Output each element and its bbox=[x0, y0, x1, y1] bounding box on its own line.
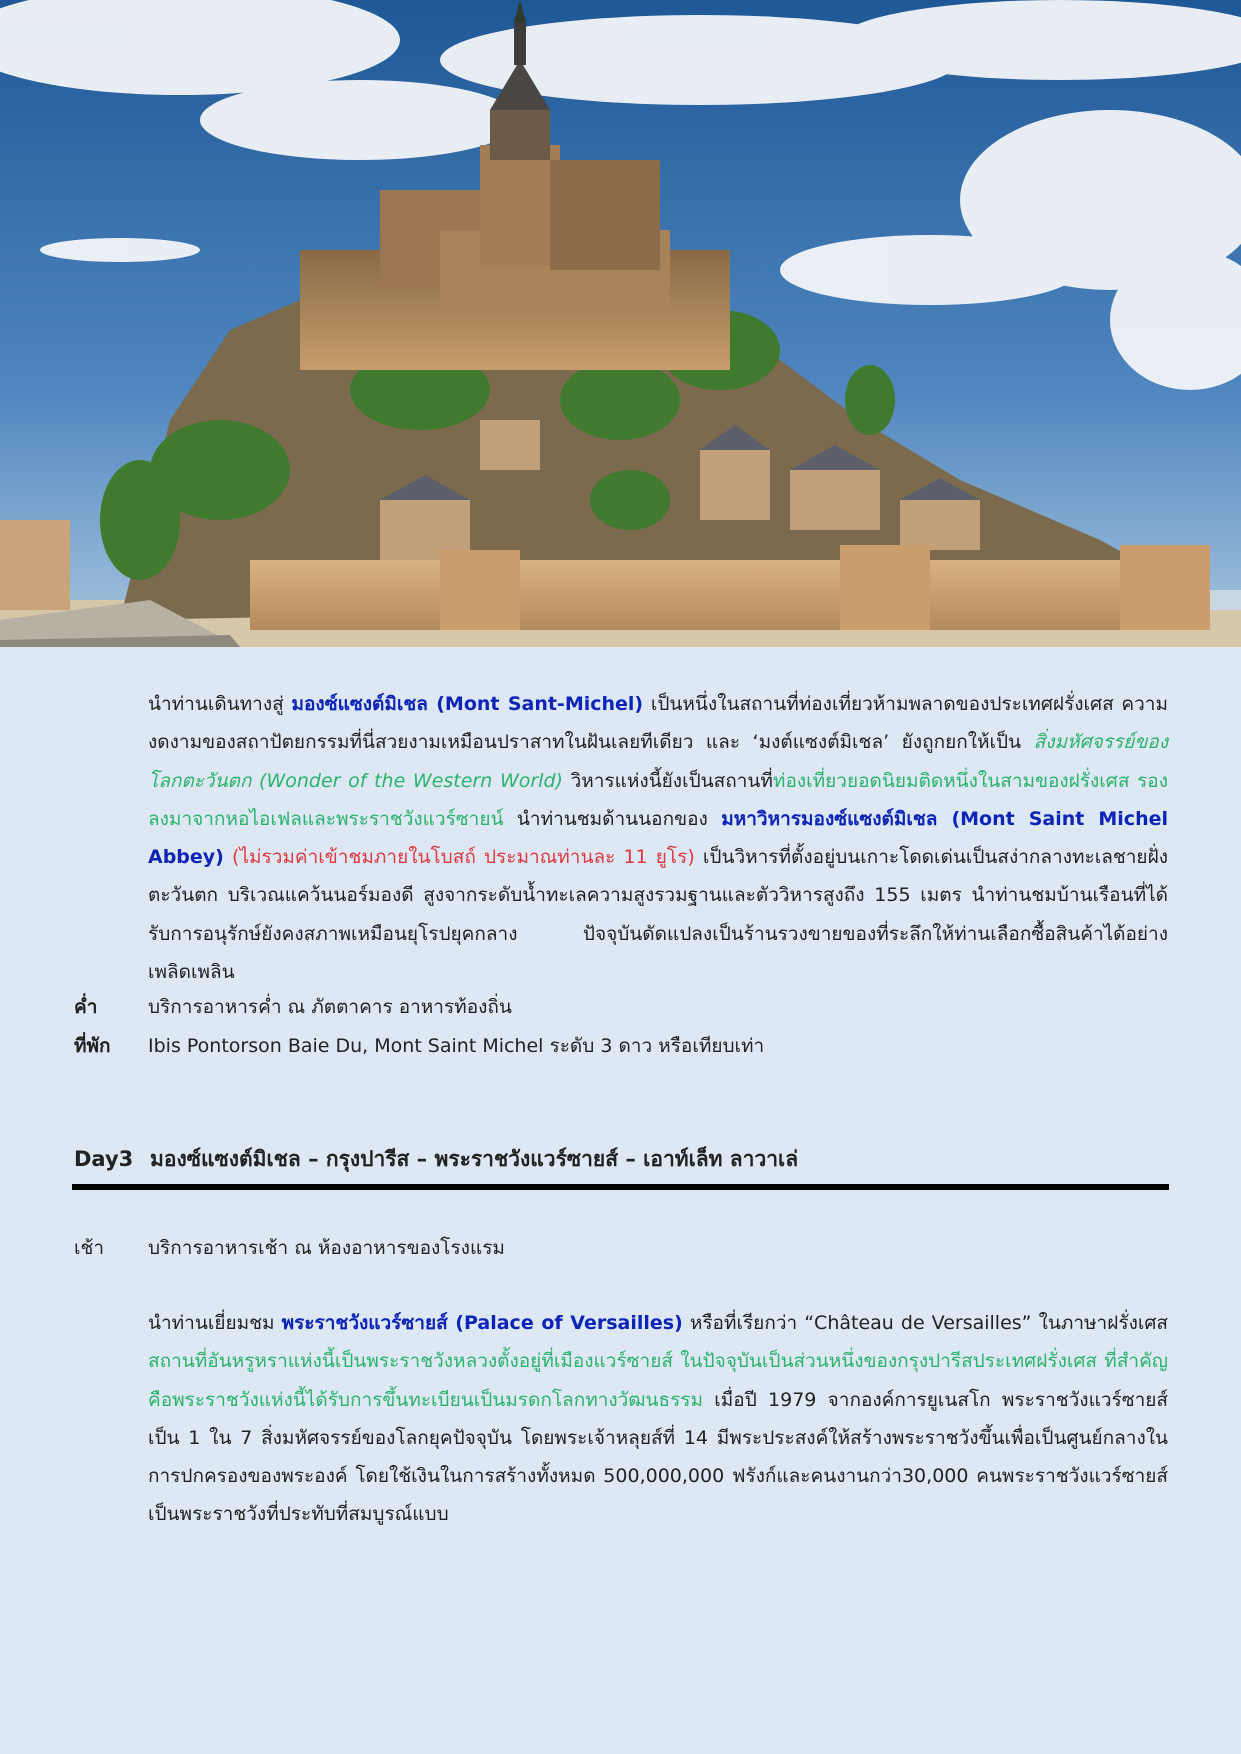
hero-photo bbox=[0, 0, 1241, 647]
versailles-text: นำท่านเยี่ยมชม bbox=[148, 1312, 282, 1334]
versailles-paragraph bbox=[148, 1304, 1168, 1534]
day-title: มองซ์แซงต์มิเชล – กรุงปารีส – พระราชวังแวร์ซายส์ – เอาท์เล็ท ลาวาเล่ bbox=[150, 1147, 799, 1171]
intro-text: นำท่านชมด้านนอกของ bbox=[503, 807, 722, 830]
wonder-highlight: สิ่งมหัศจรรย์ของโลกตะวันตก (Wonder of the Western World) bbox=[148, 731, 1168, 792]
breakfast-label: เช้า bbox=[74, 1237, 105, 1259]
mont-saint-michel-link: มองซ์แซงต์มิเชล (Mont Sant-Michel) bbox=[291, 693, 644, 715]
breakfast-text: บริการอาหารเช้า ณ ห้องอาหารของโรงแรม bbox=[148, 1237, 505, 1259]
abbey-highlight: มหาวิหารมองซ์แซงต์มิเชล (Mont Saint Michel Abbey) bbox=[148, 807, 1168, 869]
versailles-text: เมื่อปี 1979 จากองค์การยูเนสโก พระราชวังแวร์ซายส์เป็น 1 ใน 7 สิ่งมหัศจรรย์ของโลกยุคปัจจุบัน โดยพระเจ้าหลุยส์ที่ 14 มีพระประสงค์ให้สร้างพระราชวังขึ้นเพื่อเป็นศูนย์กลางในการปกครองของพระองค์ โดยใช้เงินในการสร้างทั้งหมด 500,000,000 ฟรังก์และคนงานกว่า30,000 คนพระราชวังแวร์ซายส์ เป็นพระราชวังที่ประทับที่สมบูรณ์แบบ bbox=[148, 1388, 1168, 1526]
dinner-label: ค่ำ bbox=[74, 996, 98, 1018]
heading-divider bbox=[72, 1184, 1169, 1190]
mont-saint-michel-paragraph bbox=[148, 685, 1168, 991]
popular-highlight: ท่องเที่ยวยอดนิยมติดหนึ่งในสามของฝรั่งเศส รองลงมาจากหอไอเฟลและพระราชวังแวร์ซายน์ bbox=[148, 769, 1168, 830]
fee-note: (ไม่รวมค่าเข้าชมภายในโบสถ์ ประมาณท่านละ 11 ยูโร) bbox=[223, 846, 695, 869]
day3-heading bbox=[74, 1143, 798, 1176]
dinner-row bbox=[74, 992, 512, 1022]
hotel-label: ที่พัก bbox=[74, 1035, 111, 1057]
versailles-highlight: พระราชวังแวร์ซายส์ (Palace of Versailles) bbox=[281, 1312, 683, 1334]
intro-text: วิหารแห่งนี้ยังเป็นสถานที่ bbox=[562, 769, 773, 792]
dinner-text: บริการอาหารค่ำ ณ ภัตตาคาร อาหารท้องถิ่น bbox=[148, 996, 512, 1018]
intro-text: เป็นวิหารที่ตั้งอยู่บนเกาะโดดเด่นเป็นสง่ากลางทะเลชายฝั่งตะวันตก บริเวณแคว้นนอร์มองดี สูงจากระดับน้ำทะเลความสูงรวมฐานและตัววิหารสูงถึง 155 เมตร นำท่านชมบ้านเรือนที่ได้รับการอนุรักษ์ยังคงสภาพเหมือนยุโรปยุคกลาง ปัจจุบันดัดแปลงเป็นร้านรวงขายของที่ระลึกให้ท่านเลือกซื้อสินค้าได้อย่างเพลิดเพลิน bbox=[148, 846, 1168, 984]
intro-text: นำท่านเดินทางสู่ bbox=[148, 693, 292, 715]
intro-text: เป็นหนึ่งในสถานที่ท่องเที่ยวห้ามพลาดของประเทศฝรั่งเศส ความงดงามของสถาปัตยกรรมที่นี่สวยงามเหมือนปราสาทในฝันเลยทีเดียว และ ‘มงต์แซงต์มิเชล’ ยังถูกยกให้เป็น bbox=[148, 693, 1168, 754]
hotel-text: Ibis Pontorson Baie Du, Mont Saint Michel ระดับ 3 ดาว หรือเทียบเท่า bbox=[148, 1035, 765, 1057]
versailles-text: หรือที่เรียกว่า “Château de Versailles” ในภาษาฝรั่งเศส bbox=[682, 1312, 1168, 1334]
heritage-highlight: สถานที่อันหรูหราแห่งนี้เป็นพระราชวังหลวงตั้งอยู่ที่เมืองแวร์ซายส์ ในปัจจุบันเป็นส่วนหนึ่งของกรุงปารีสประเทศฝรั่งเศส ที่สำคัญคือพระราชวังแห่งนี้ได้รับการขึ้นทะเบียนเป็นมรดกโลกทางวัฒนธรรม bbox=[148, 1350, 1168, 1411]
breakfast-row bbox=[74, 1233, 505, 1263]
hotel-row bbox=[74, 1031, 764, 1061]
day-number: Day3 bbox=[74, 1147, 134, 1171]
